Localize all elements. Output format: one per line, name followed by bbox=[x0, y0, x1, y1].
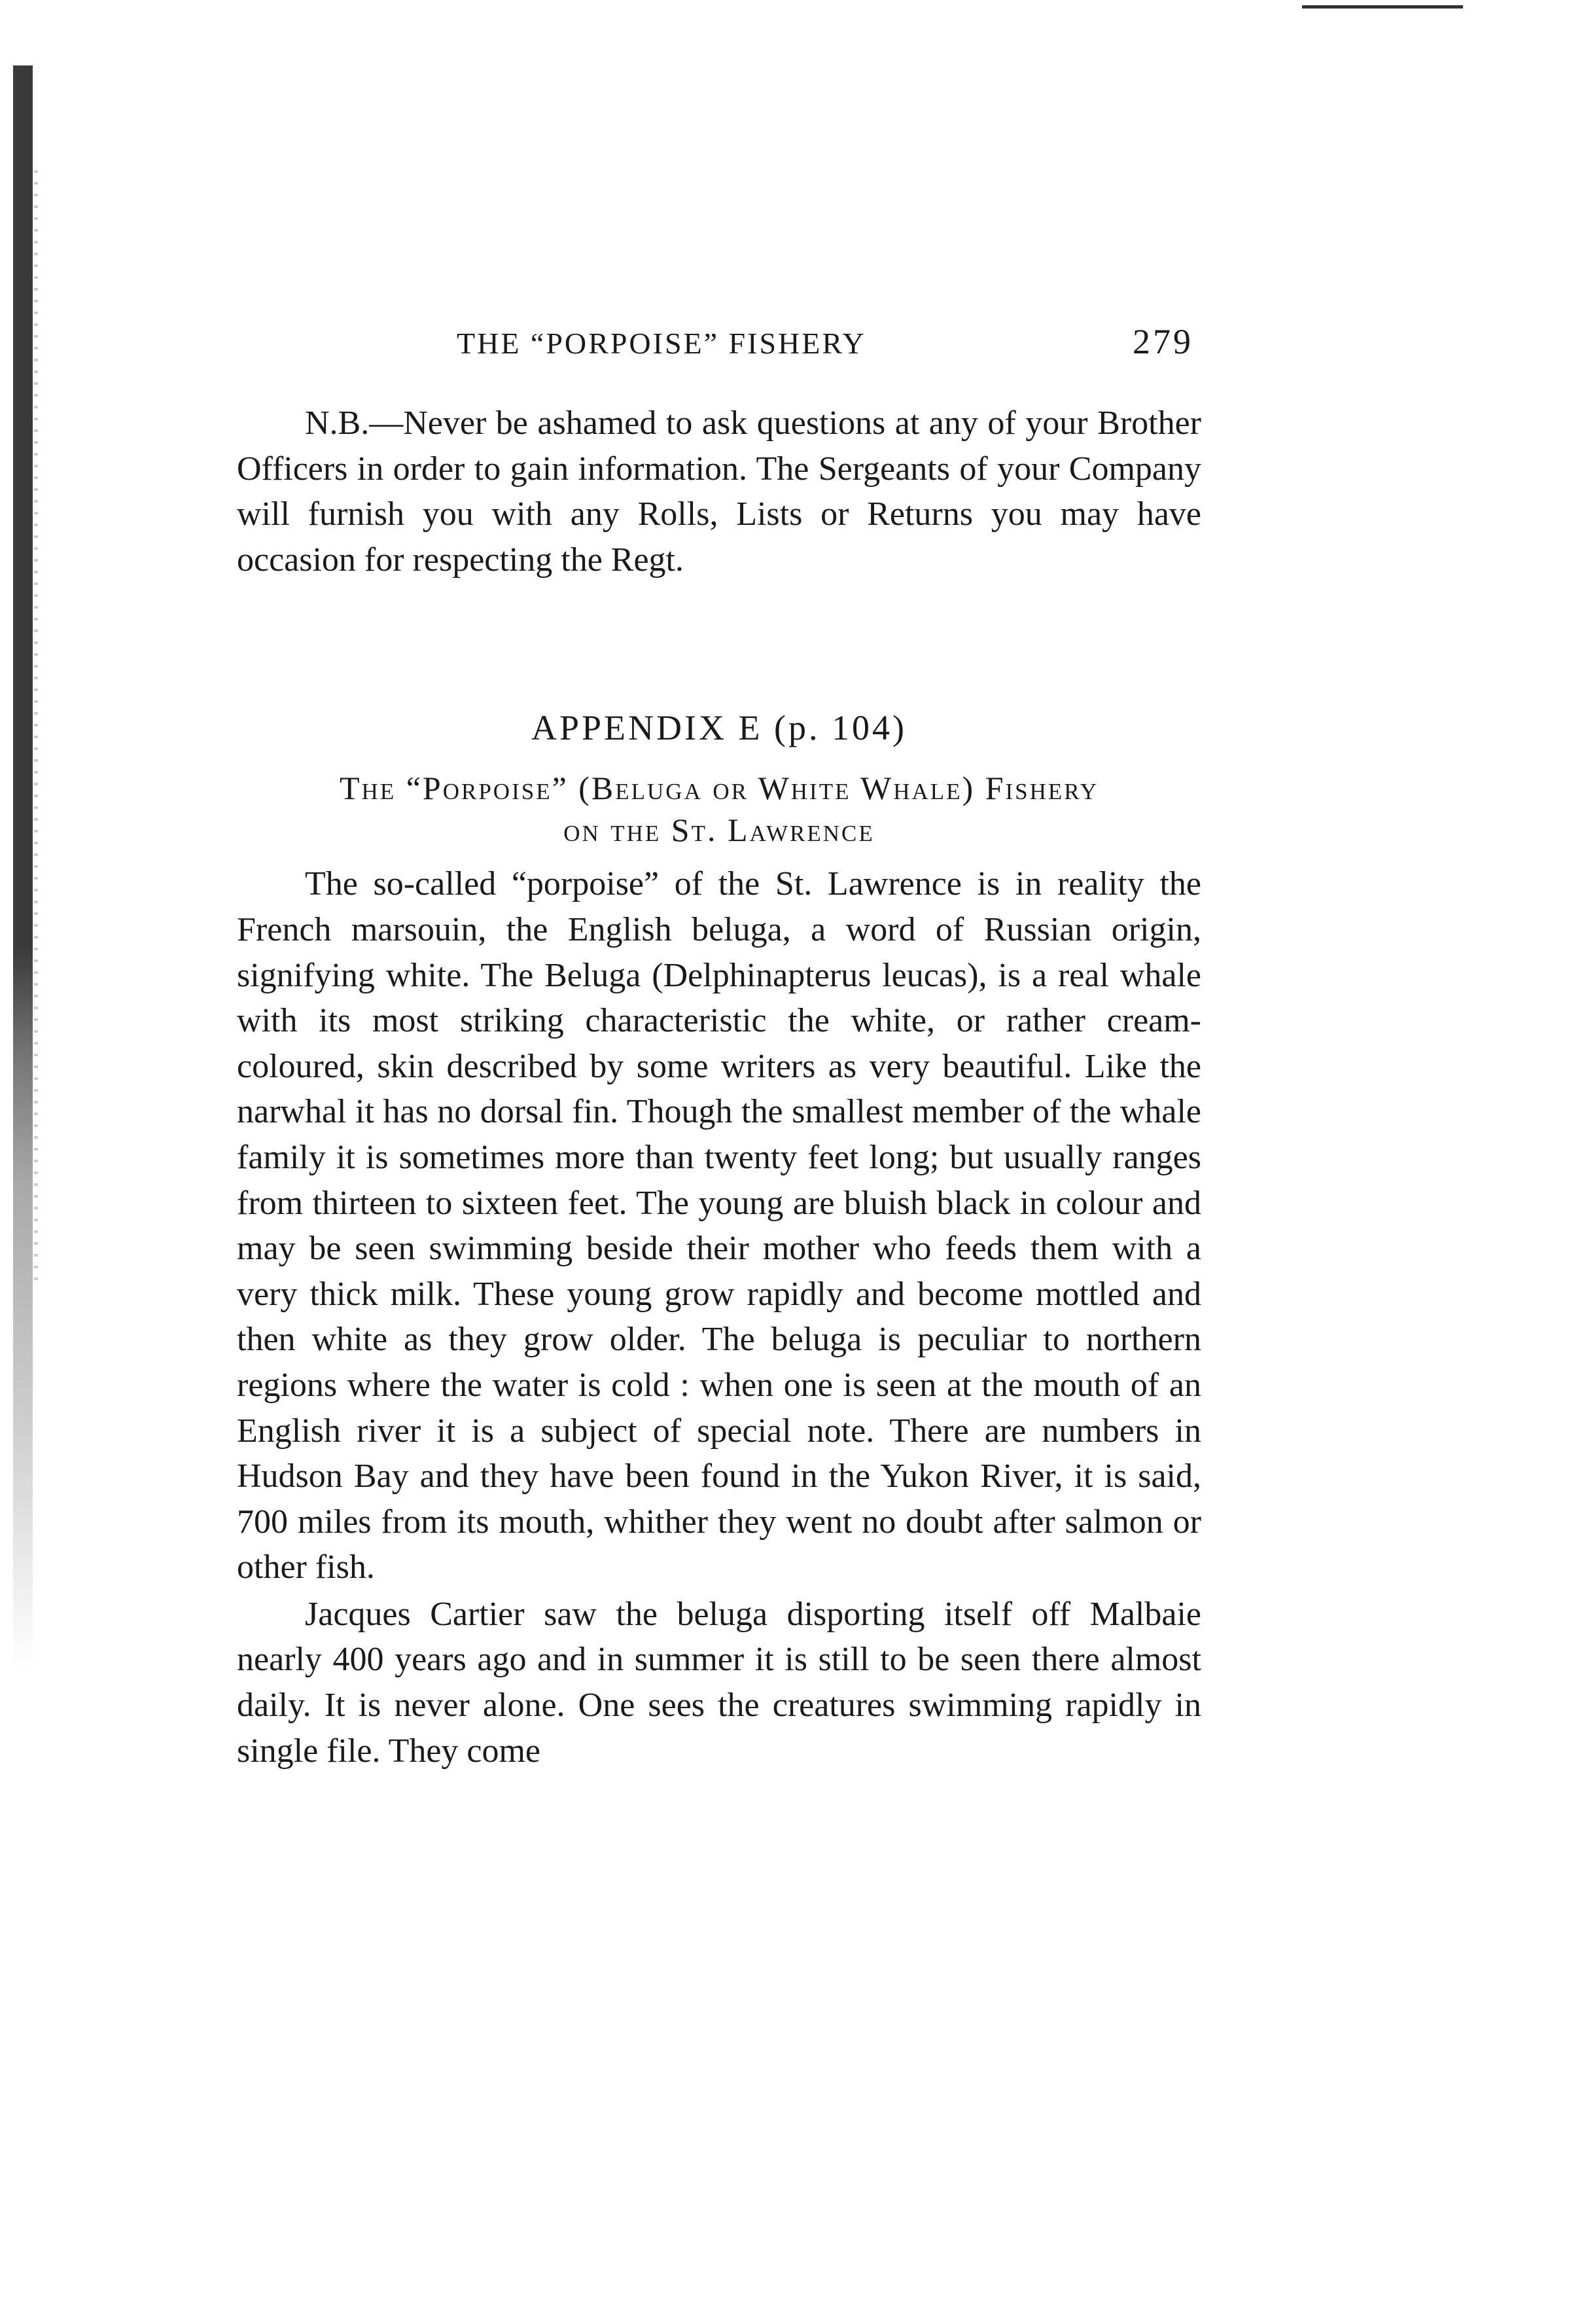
body-paragraph-2: Jacques Cartier saw the beluga disporting itself off Malbaie nearly 400 years ago and in summer it is still to be seen there almost daily. It is never alone. One sees the creatures swimming rapidly in single file. They come bbox=[237, 1595, 1201, 1770]
body-paragraph-1: The so-called “porpoise” of the St. Lawrence is in reality the French marsouin, the English beluga, a word of Russian origin, signifying white. The Beluga (Delphinapterus leucas), is a real whale with its most striking characteristic the white, or rather cream-coloured, skin described by some writers as very beautiful. Like the narwhal it has no dorsal fin. Though the smallest member of the whale family it is sometimes more than twenty feet long; but usually ranges from thirteen to sixteen feet. The young are bluish black in colour and may be seen swimming beside their mother who feeds them with a very thick milk. These young grow rapidly and become mottled and then white as they grow older. The beluga is peculiar to northern regions where the water is cold : when one is seen at the mouth of an English river it is a subject of special note. There are numbers in Hudson Bay and they have been found in the Yukon River, it is said, 700 miles from its mouth, whither they went no doubt after salmon or other fish. bbox=[237, 865, 1201, 1586]
appendix-subheading-line1: The “Porpoise” (Beluga or White Whale) Fishery bbox=[340, 770, 1099, 807]
running-head-title: THE “PORPOISE” FISHERY bbox=[457, 327, 866, 360]
appendix-subheading bbox=[237, 767, 1201, 851]
running-head bbox=[237, 319, 1201, 366]
top-rule bbox=[1302, 5, 1463, 9]
appendix-heading: APPENDIX E (p. 104) bbox=[531, 708, 907, 748]
page-number: 279 bbox=[1133, 322, 1193, 361]
binding-edge bbox=[13, 65, 33, 1669]
nb-paragraph: N.B.—Never be ashamed to ask questions at any of your Brother Officers in order to gain information. The Sergeants of your Company will furnish you with any Rolls, Lists or Returns you may have occasion for respecting the Regt. bbox=[237, 404, 1201, 579]
page-text-block bbox=[237, 319, 1201, 1774]
binding-speck bbox=[34, 170, 38, 1283]
appendix-subheading-line2: on the St. Lawrence bbox=[563, 812, 875, 849]
